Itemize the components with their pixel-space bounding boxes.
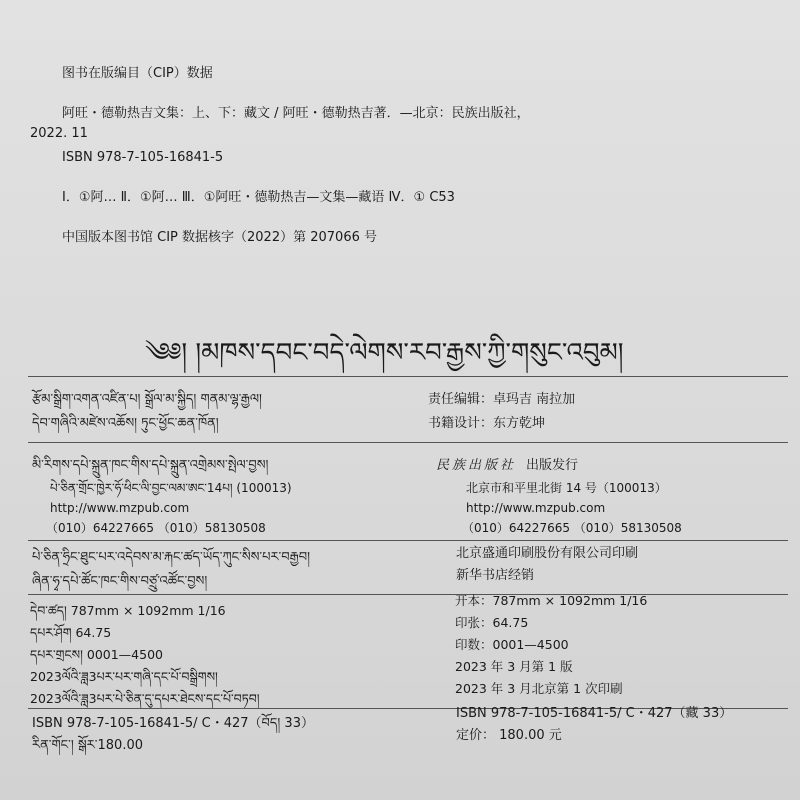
editor-credit — [428, 392, 575, 408]
divider-credits — [28, 442, 788, 443]
publisher-role-text: 出版发行 — [526, 458, 579, 473]
spec-edition-tibetan: 2023ལོའི་ཟླ3པར་པར་གཞི་དང་པོ་བསྒྲིགས། — [30, 669, 218, 684]
cip-classification: Ⅰ．①阿… Ⅱ．①阿… Ⅲ．①阿旺・德勒热吉—文集—藏语 Ⅳ．① C53 — [62, 190, 455, 205]
spec-format: 开本：787mm × 1092mm 1/16 — [455, 593, 648, 608]
spec-printing: 2023 年 3 月北京第 1 次印刷 — [455, 681, 623, 696]
cip-line-1: 阿旺・德勒热吉文集：上、下：藏文 / 阿旺・德勒热吉著．—北京：民族出版社， — [62, 106, 530, 121]
publisher-url: http://www.mzpub.com — [50, 501, 190, 515]
publisher-cn-url: http://www.mzpub.com — [466, 501, 606, 515]
cip-record-number: 中国版本图书馆 CIP 数据核字（2022）第 207066 号 — [62, 230, 377, 245]
publisher-cn-address: 北京市和平里北街 14 号（100013） — [466, 481, 667, 495]
price-tibetan: རིན་གོང་། སྒོར་180.00 — [32, 738, 143, 753]
designer-name: 东方乾坤 — [493, 416, 546, 431]
distributor-name: 新华书店经销 — [456, 568, 535, 583]
publisher-phones: （010）64227665 （010）58130508 — [46, 521, 266, 535]
design-label: 书籍设计： — [428, 416, 494, 431]
spec-print-run: 印数：0001—4500 — [455, 637, 569, 652]
editor-names: 卓玛吉 南拉加 — [493, 392, 576, 407]
design-credit — [428, 416, 545, 432]
isbn-tibetan: ISBN 978-7-105-16841-5/ C・427（བོད། 33） — [32, 716, 314, 731]
distributor-tibetan: ཞིན་ཧྭ་དཔེ་ཚོང་ཁང་གིས་བཙྲུ་འཚོང་བྱས། — [32, 574, 208, 589]
price-chinese: 定价： 180.00 元 — [456, 728, 562, 743]
publisher-tibetan-name: མི་རིགས་དཔེ་སྐྲུན་ཁང་གིས་དཔེ་སྐྲུན་འགྲེམས་སྤེལ་བྱས། — [32, 458, 269, 473]
cip-isbn: ISBN 978-7-105-16841-5 — [62, 150, 224, 165]
credits-tibetan-editors: རྩོམ་སྒྲིག་འགན་འཛིན་པ། སྒྲོལ་མ་སྐྱིད། གནམ་ལྷ་རྒྱལ། — [32, 392, 262, 407]
publisher-cn-role — [436, 458, 578, 474]
spec-printing-tibetan: 2023ལོའི་ཟླ3པར་པེ་ཅིན་དུ་དཔར་ཐེངས་དང་པོ་བཏབ། — [30, 691, 260, 706]
editor-label: 责任编辑： — [428, 392, 494, 407]
printer-tibetan: པེ་ཅིན་ཧྲིང་ཐུང་པར་འདེབས་མ་རྐང་ཚད་ཡོད་ཀུང་སིས་པར་བརྒྱབ། — [32, 550, 310, 565]
publisher-cn-phones: （010）64227665 （010）58130508 — [462, 521, 682, 535]
credits-tibetan-design: དེབ་གཞིའི་མཛེས་འཆོས། ཏུང་ཕྱོང་ཆན་ཁོན། — [32, 416, 219, 431]
tibetan-title: ༄༅། །མཁས་དབང་བདེ་ལེགས་རབ་རྒྱས་ཀྱི་གསུང་འབུམ། — [145, 338, 624, 368]
printer-name: 北京盛通印刷股份有限公司印刷 — [456, 546, 639, 561]
cip-heading: 图书在版编目（CIP）数据 — [62, 66, 213, 81]
publisher-tibetan-address: པེ་ཅིན་གྲོང་ཁྱེར་ཧོ་ཕིང་ལི་བྱང་ལམ་ཨང་14པ། (100013) — [50, 481, 292, 495]
specs-tibetan — [30, 600, 410, 710]
spec-sheets-tibetan: དཔར་ཤོག 64.75 — [30, 625, 112, 640]
spec-sheets: 印张：64.75 — [455, 615, 529, 630]
spec-print-run-tibetan: དཔར་གྲངས། 0001—4500 — [30, 647, 163, 662]
divider-top — [28, 376, 788, 377]
divider-publisher — [28, 540, 788, 541]
specs-chinese — [455, 590, 795, 700]
isbn-chinese: ISBN 978-7-105-16841-5/ C・427（藏 33） — [456, 706, 733, 721]
spec-format-tibetan: དེབ་ཚད། 787mm × 1092mm 1/16 — [30, 603, 226, 618]
cip-line-2: 2022. 11 — [30, 126, 88, 141]
publisher-seal-logo: 民族出版社 — [436, 458, 517, 473]
spec-edition: 2023 年 3 月第 1 版 — [455, 659, 573, 674]
